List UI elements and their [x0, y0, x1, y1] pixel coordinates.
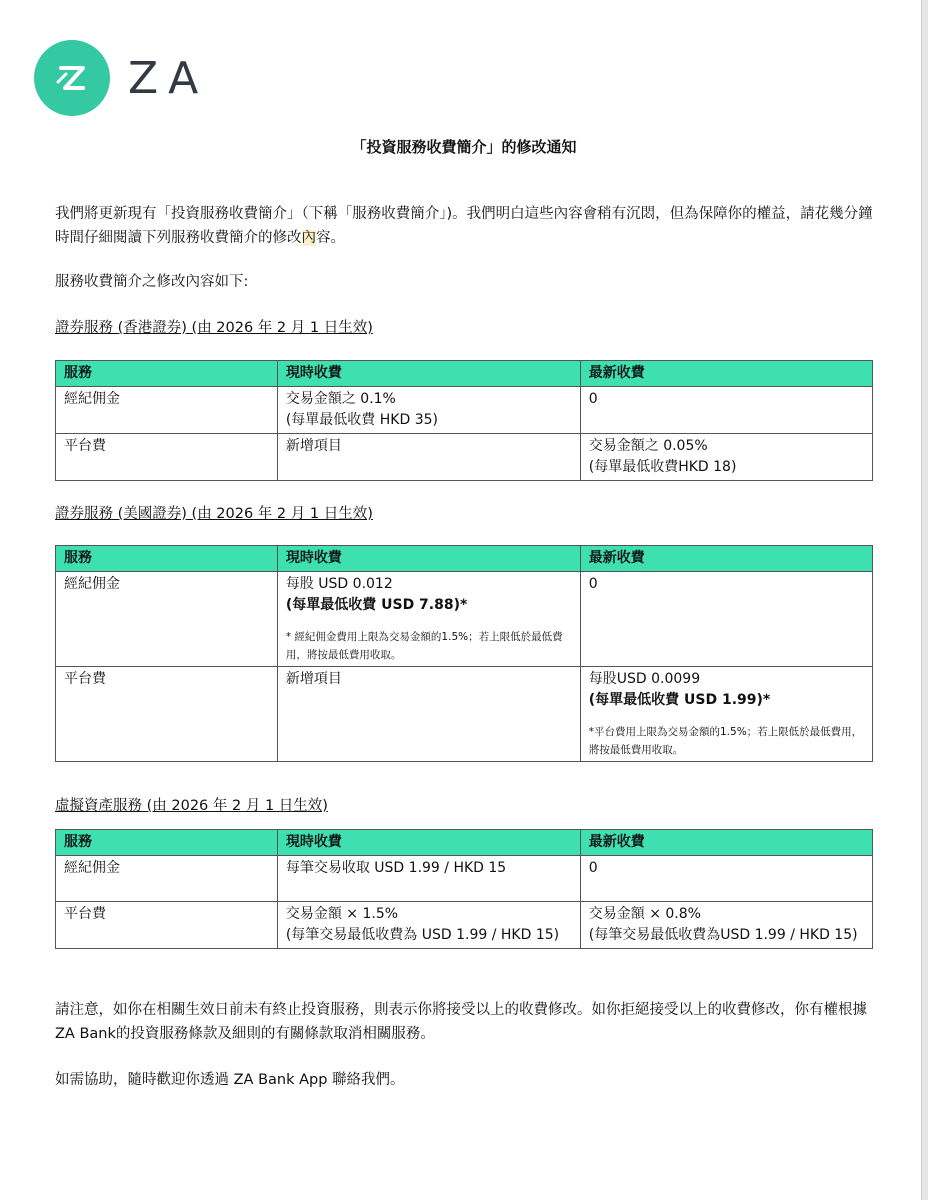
fee-table-virtual — [55, 829, 873, 949]
service-cell: 平台費 — [56, 434, 278, 481]
table-header-row — [56, 361, 873, 387]
table-row — [56, 572, 873, 667]
header-current: 現時收費 — [277, 830, 580, 856]
new-fee-cell: 0 — [580, 572, 872, 667]
header-current: 現時收費 — [277, 361, 580, 387]
intro-highlight: 內 — [301, 230, 316, 246]
current-fee-cell — [277, 387, 580, 434]
page-title: 「投資服務收費簡介」的修改通知 — [351, 138, 577, 156]
new-fee-line: (每單最低收費HKD 18) — [588, 459, 737, 475]
current-fee-note: * 經紀佣金費用上限為交易金額的1.5%；若上限低於最低費用，將按最低費用收取。 — [285, 631, 563, 661]
new-fee-cell: 0 — [580, 387, 872, 434]
new-fee-line: (每筆交易最低收費為USD 1.99 / HKD 15) — [588, 927, 858, 943]
table-row — [56, 856, 873, 902]
intro-paragraph — [55, 202, 875, 250]
current-fee-cell: 新增項目 — [277, 667, 580, 762]
current-fee-line: (每筆交易最低收費為 USD 1.99 / HKD 15) — [285, 927, 560, 943]
current-fee-line: 每股 USD 0.012 — [285, 576, 393, 592]
new-fee-line: (每單最低收費 USD 1.99)* — [588, 692, 771, 708]
new-fee-line: 交易金額之 0.05% — [588, 438, 708, 454]
header-service: 服務 — [56, 361, 278, 387]
header-current: 現時收費 — [277, 546, 580, 572]
page-edge — [921, 0, 928, 1200]
current-fee-line: 交易金額 × 1.5% — [285, 906, 399, 922]
current-fee-cell: 新增項目 — [277, 434, 580, 481]
notice-paragraph: 請注意，如你在相關生效日前未有終止投資服務，則表示你將接受以上的收費修改。如你拒絕接受以上的收費修改，你有權根據ZA Bank的投資服務條款及細則的有關條款取消相關服務。 — [55, 1002, 867, 1042]
new-fee-line: 每股USD 0.0099 — [588, 671, 701, 687]
new-fee-cell — [580, 667, 872, 762]
new-fee-line: 交易金額 × 0.8% — [588, 906, 701, 922]
table-header-row — [56, 830, 873, 856]
contact-paragraph: 如需協助，隨時歡迎你透過 ZA Bank App 聯絡我們。 — [55, 1072, 405, 1088]
current-fee-cell — [277, 572, 580, 667]
za-logo-icon — [34, 40, 110, 116]
table-row — [56, 902, 873, 949]
current-fee-line: 交易金額之 0.1% — [285, 391, 396, 407]
header-service: 服務 — [56, 546, 278, 572]
service-cell: 經紀佣金 — [56, 856, 278, 902]
header-service: 服務 — [56, 830, 278, 856]
table-row — [56, 667, 873, 762]
za-logo — [34, 40, 208, 116]
current-fee-line: (每單最低收費 USD 7.88)* — [285, 597, 468, 613]
new-fee-cell: 0 — [580, 856, 872, 902]
list-intro: 服務收費簡介之修改內容如下: — [55, 274, 249, 290]
new-fee-cell — [580, 902, 872, 949]
current-fee-cell — [277, 902, 580, 949]
service-cell: 經紀佣金 — [56, 387, 278, 434]
fee-table-hk — [55, 360, 873, 481]
new-fee-note: *平台費用上限為交易金額的1.5%；若上限低於最低費用，將按最低費用收取。 — [588, 726, 863, 756]
table-header-row — [56, 546, 873, 572]
current-fee-line: (每單最低收費 HKD 35) — [285, 412, 438, 428]
header-new: 最新收費 — [580, 546, 872, 572]
service-cell: 平台費 — [56, 902, 278, 949]
current-fee-cell: 每筆交易收取 USD 1.99 / HKD 15 — [277, 856, 580, 902]
intro-text: 我們將更新現有「投資服務收費簡介」（下稱「服務收費簡介」)。我們明白這些內容會稍有沉悶，但為保障你的權益，請花幾分鐘時間仔細閱讀下列服務收費簡介的修改 — [55, 206, 873, 246]
brand-name: ZA — [128, 52, 209, 104]
header-new: 最新收費 — [580, 830, 872, 856]
fee-table-us — [55, 545, 873, 762]
service-cell: 平台費 — [56, 667, 278, 762]
section-heading-virtual: 虛擬資產服務 (由 2026 年 2 月 1 日生效) — [55, 798, 328, 814]
section-heading-us: 證券服務 (美國證券) (由 2026 年 2 月 1 日生效) — [55, 506, 373, 522]
table-row — [56, 434, 873, 481]
new-fee-cell — [580, 434, 872, 481]
intro-text-end: 容。 — [316, 230, 345, 246]
service-cell: 經紀佣金 — [56, 572, 278, 667]
header-new: 最新收費 — [580, 361, 872, 387]
section-heading-hk: 證券服務 (香港證券) (由 2026 年 2 月 1 日生效) — [55, 320, 373, 336]
table-row — [56, 387, 873, 434]
